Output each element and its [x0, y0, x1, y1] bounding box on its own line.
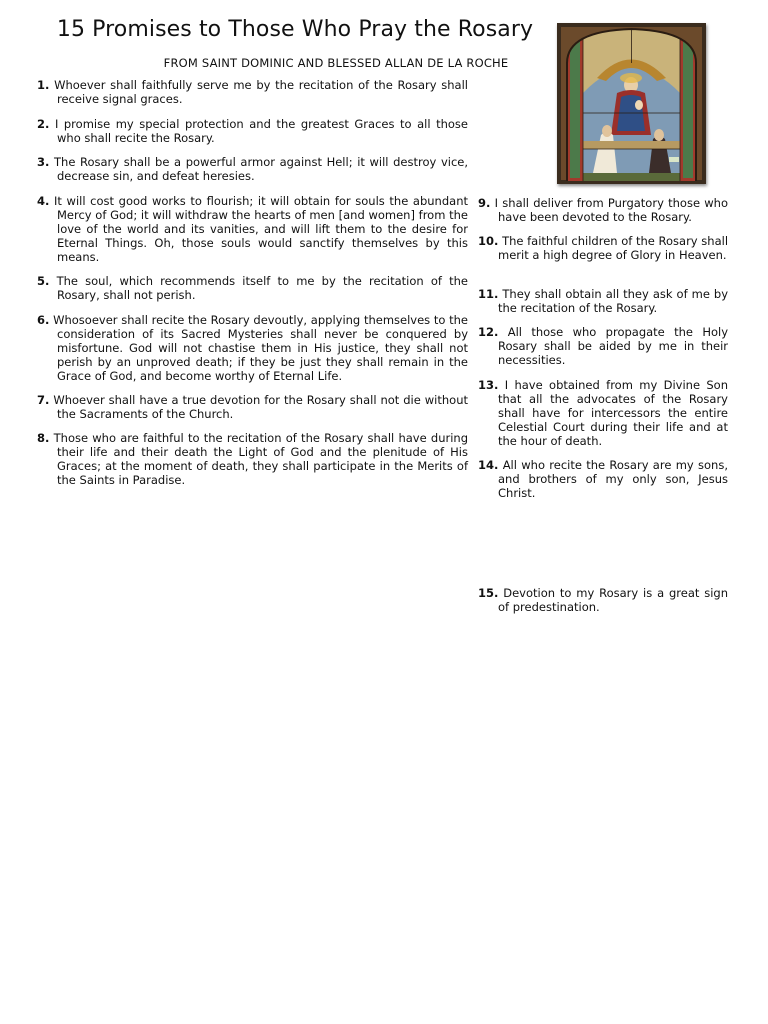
promise-item-2 — [37, 118, 468, 146]
promise-item-9 — [478, 197, 728, 225]
promise-item-1 — [37, 79, 468, 107]
promise-number: 9. — [478, 196, 491, 210]
promise-item-3 — [37, 156, 468, 184]
promise-item-5 — [37, 275, 468, 303]
promise-number: 1. — [37, 78, 50, 92]
promise-item-10 — [478, 235, 728, 263]
promise-text: I have obtained from my Divine Son that all the advocates of the Rosary shall have for intercessors the entire Celestial Court during their life and at the hour of death. — [498, 378, 729, 448]
promise-text: All those who propagate the Holy Rosary shall be aided by me in their necessities. — [498, 325, 729, 367]
promise-item-15 — [478, 587, 728, 615]
promise-number: 2. — [37, 117, 50, 131]
promise-number: 4. — [37, 194, 50, 208]
promise-number: 5. — [37, 274, 50, 288]
promise-text: They shall obtain all they ask of me by the recitation of the Rosary. — [498, 287, 729, 315]
promise-item-4 — [37, 195, 468, 265]
promise-number: 6. — [37, 313, 50, 327]
promise-text: Whoever shall faithfully serve me by the recitation of the Rosary shall receive signal graces. — [54, 78, 468, 106]
promise-number: 14. — [478, 458, 499, 472]
promise-item-7 — [37, 394, 468, 422]
promise-number: 7. — [37, 393, 50, 407]
promise-item-13 — [478, 379, 728, 449]
promise-text: I promise my special protection and the greatest Graces to all those who shall recite the Rosary. — [54, 117, 468, 145]
promise-text: Whosoever shall recite the Rosary devoutly, applying themselves to the consideration of its Sacred Mysteries shall never be conquered by misfortune. God will not chastise them in His justice, they shall not perish by an unproved death; if they be just they shall remain in the Grace of God, and become worthy of Eternal Life. — [53, 313, 469, 383]
promise-text: The soul, which recommends itself to me by the recitation of the Rosary, shall not perish. — [56, 274, 468, 302]
promise-text: Whoever shall have a true devotion for the Rosary shall not die without the Sacraments of the Church. — [53, 393, 468, 421]
promise-item-6 — [37, 314, 468, 384]
promise-text: The Rosary shall be a powerful armor against Hell; it will destroy vice, decrease sin, and defeat heresies. — [54, 155, 468, 183]
stained-glass-window-image — [557, 23, 706, 184]
promise-item-12 — [478, 326, 728, 368]
promise-text: It will cost good works to flourish; it will obtain for souls the abundant Mercy of God; it will withdraw the hearts of men [and women] from the love of the world and its vanities, and will lift them to the desire for Eternal Things. Oh, those souls would sanctify themselves by this means. — [54, 194, 468, 264]
promise-text: Devotion to my Rosary is a great sign of predestination. — [498, 586, 728, 614]
page-subtitle: FROM SAINT DOMINIC AND BLESSED ALLAN DE LA ROCHE — [163, 56, 509, 70]
promise-number: 13. — [478, 378, 499, 392]
promise-text: All who recite the Rosary are my sons, and brothers of my only son, Jesus Christ. — [498, 458, 728, 500]
promise-text: The faithful children of the Rosary shall merit a high degree of Glory in Heaven. — [498, 234, 729, 262]
promise-number: 10. — [478, 234, 499, 248]
promise-number: 8. — [37, 431, 50, 445]
promise-number: 3. — [37, 155, 50, 169]
promise-text: Those who are faithful to the recitation of the Rosary shall have during their life and their death the Light of God and the plenitude of His Graces; at the moment of death, they shall participate in the Merits of the Saints in Paradise. — [53, 431, 469, 487]
promise-number: 15. — [478, 586, 499, 600]
promise-number: 12. — [478, 325, 499, 339]
promise-item-11 — [478, 288, 728, 316]
page-title: 15 Promises to Those Who Pray the Rosary — [56, 17, 534, 42]
promise-item-14 — [478, 459, 728, 501]
promise-number: 11. — [478, 287, 499, 301]
promise-item-8 — [37, 432, 468, 488]
promise-text: I shall deliver from Purgatory those who have been devoted to the Rosary. — [494, 196, 729, 224]
